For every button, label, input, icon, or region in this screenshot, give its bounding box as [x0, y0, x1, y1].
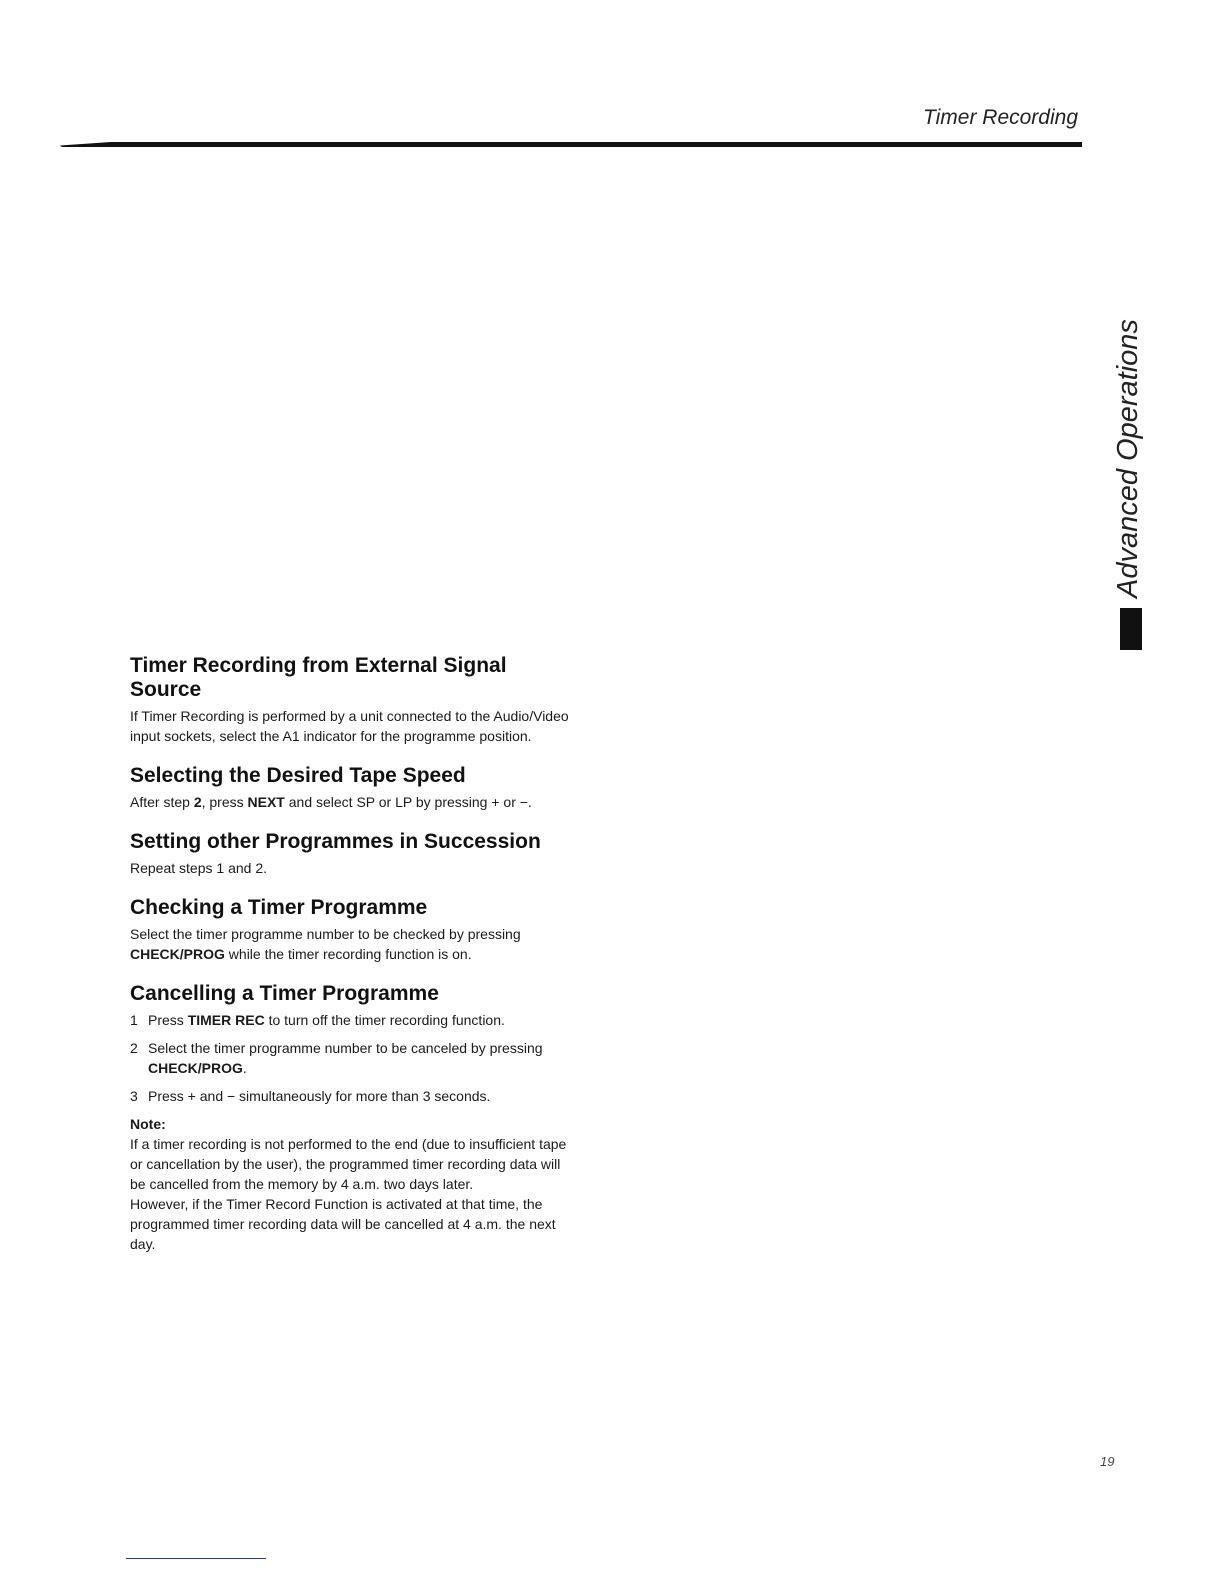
main-content [130, 654, 570, 1272]
section-heading: Selecting the Desired Tape Speed [130, 764, 466, 787]
note-text: If a timer recording is not performed to the end (due to insufficient tape or cancellation by the user), the programmed timer recording data will be cancelled from the memory by 4 a.m. two days later. [130, 1136, 567, 1192]
note-label: Note: [130, 1116, 166, 1132]
list-item: 2 Select the timer programme number to be canceled by pressing CHECK/PROG. [130, 1040, 543, 1076]
note-text: However, if the Timer Record Function is activated at that time, the programmed timer recording data will be cancelled at 4 a.m. the next day. [130, 1196, 556, 1252]
section-text: Select the timer programme number to be checked by pressing CHECK/PROG while the timer recording function is on. [130, 926, 521, 962]
key-name: CHECK/PROG [148, 1060, 243, 1076]
section-cancelling [130, 982, 570, 1106]
section-text: Repeat steps 1 and 2. [130, 860, 268, 876]
section-heading: Cancelling a Timer Programme [130, 982, 439, 1005]
header-rule [60, 142, 1082, 147]
page-number: 19 [1100, 1454, 1115, 1469]
key-name: TIMER REC [187, 1012, 265, 1028]
key-name: CHECK/PROG [130, 946, 225, 962]
key-name: NEXT [247, 794, 285, 810]
section-heading: Checking a Timer Programme [130, 896, 428, 919]
section-text: After step 2, press NEXT and select SP or LP by pressing + or −. [130, 794, 532, 810]
page-header-title: Timer Recording [922, 106, 1078, 129]
section-heading: Setting other Programmes in Succession [130, 830, 541, 853]
note-block [130, 1114, 570, 1254]
section-heading: Timer Recording from External Signal Source [130, 654, 507, 701]
list-item: 3 Press + and − simultaneously for more than 3 seconds. [130, 1088, 491, 1104]
list-item: 1 Press TIMER REC to turn off the timer recording function. [130, 1012, 505, 1028]
section-checking [130, 896, 570, 964]
section-succession [130, 830, 570, 878]
cancel-steps-list [130, 1010, 570, 1106]
side-tab-label: Advanced Operations [1112, 319, 1144, 598]
section-text: If Timer Recording is performed by a unit connected to the Audio/Video input sockets, select the A1 indicator for the programme position. [130, 708, 569, 744]
section-tape-speed [130, 764, 570, 812]
section-external-signal [130, 654, 570, 746]
side-tab-marker [1120, 608, 1142, 650]
footer-line [126, 1558, 266, 1559]
